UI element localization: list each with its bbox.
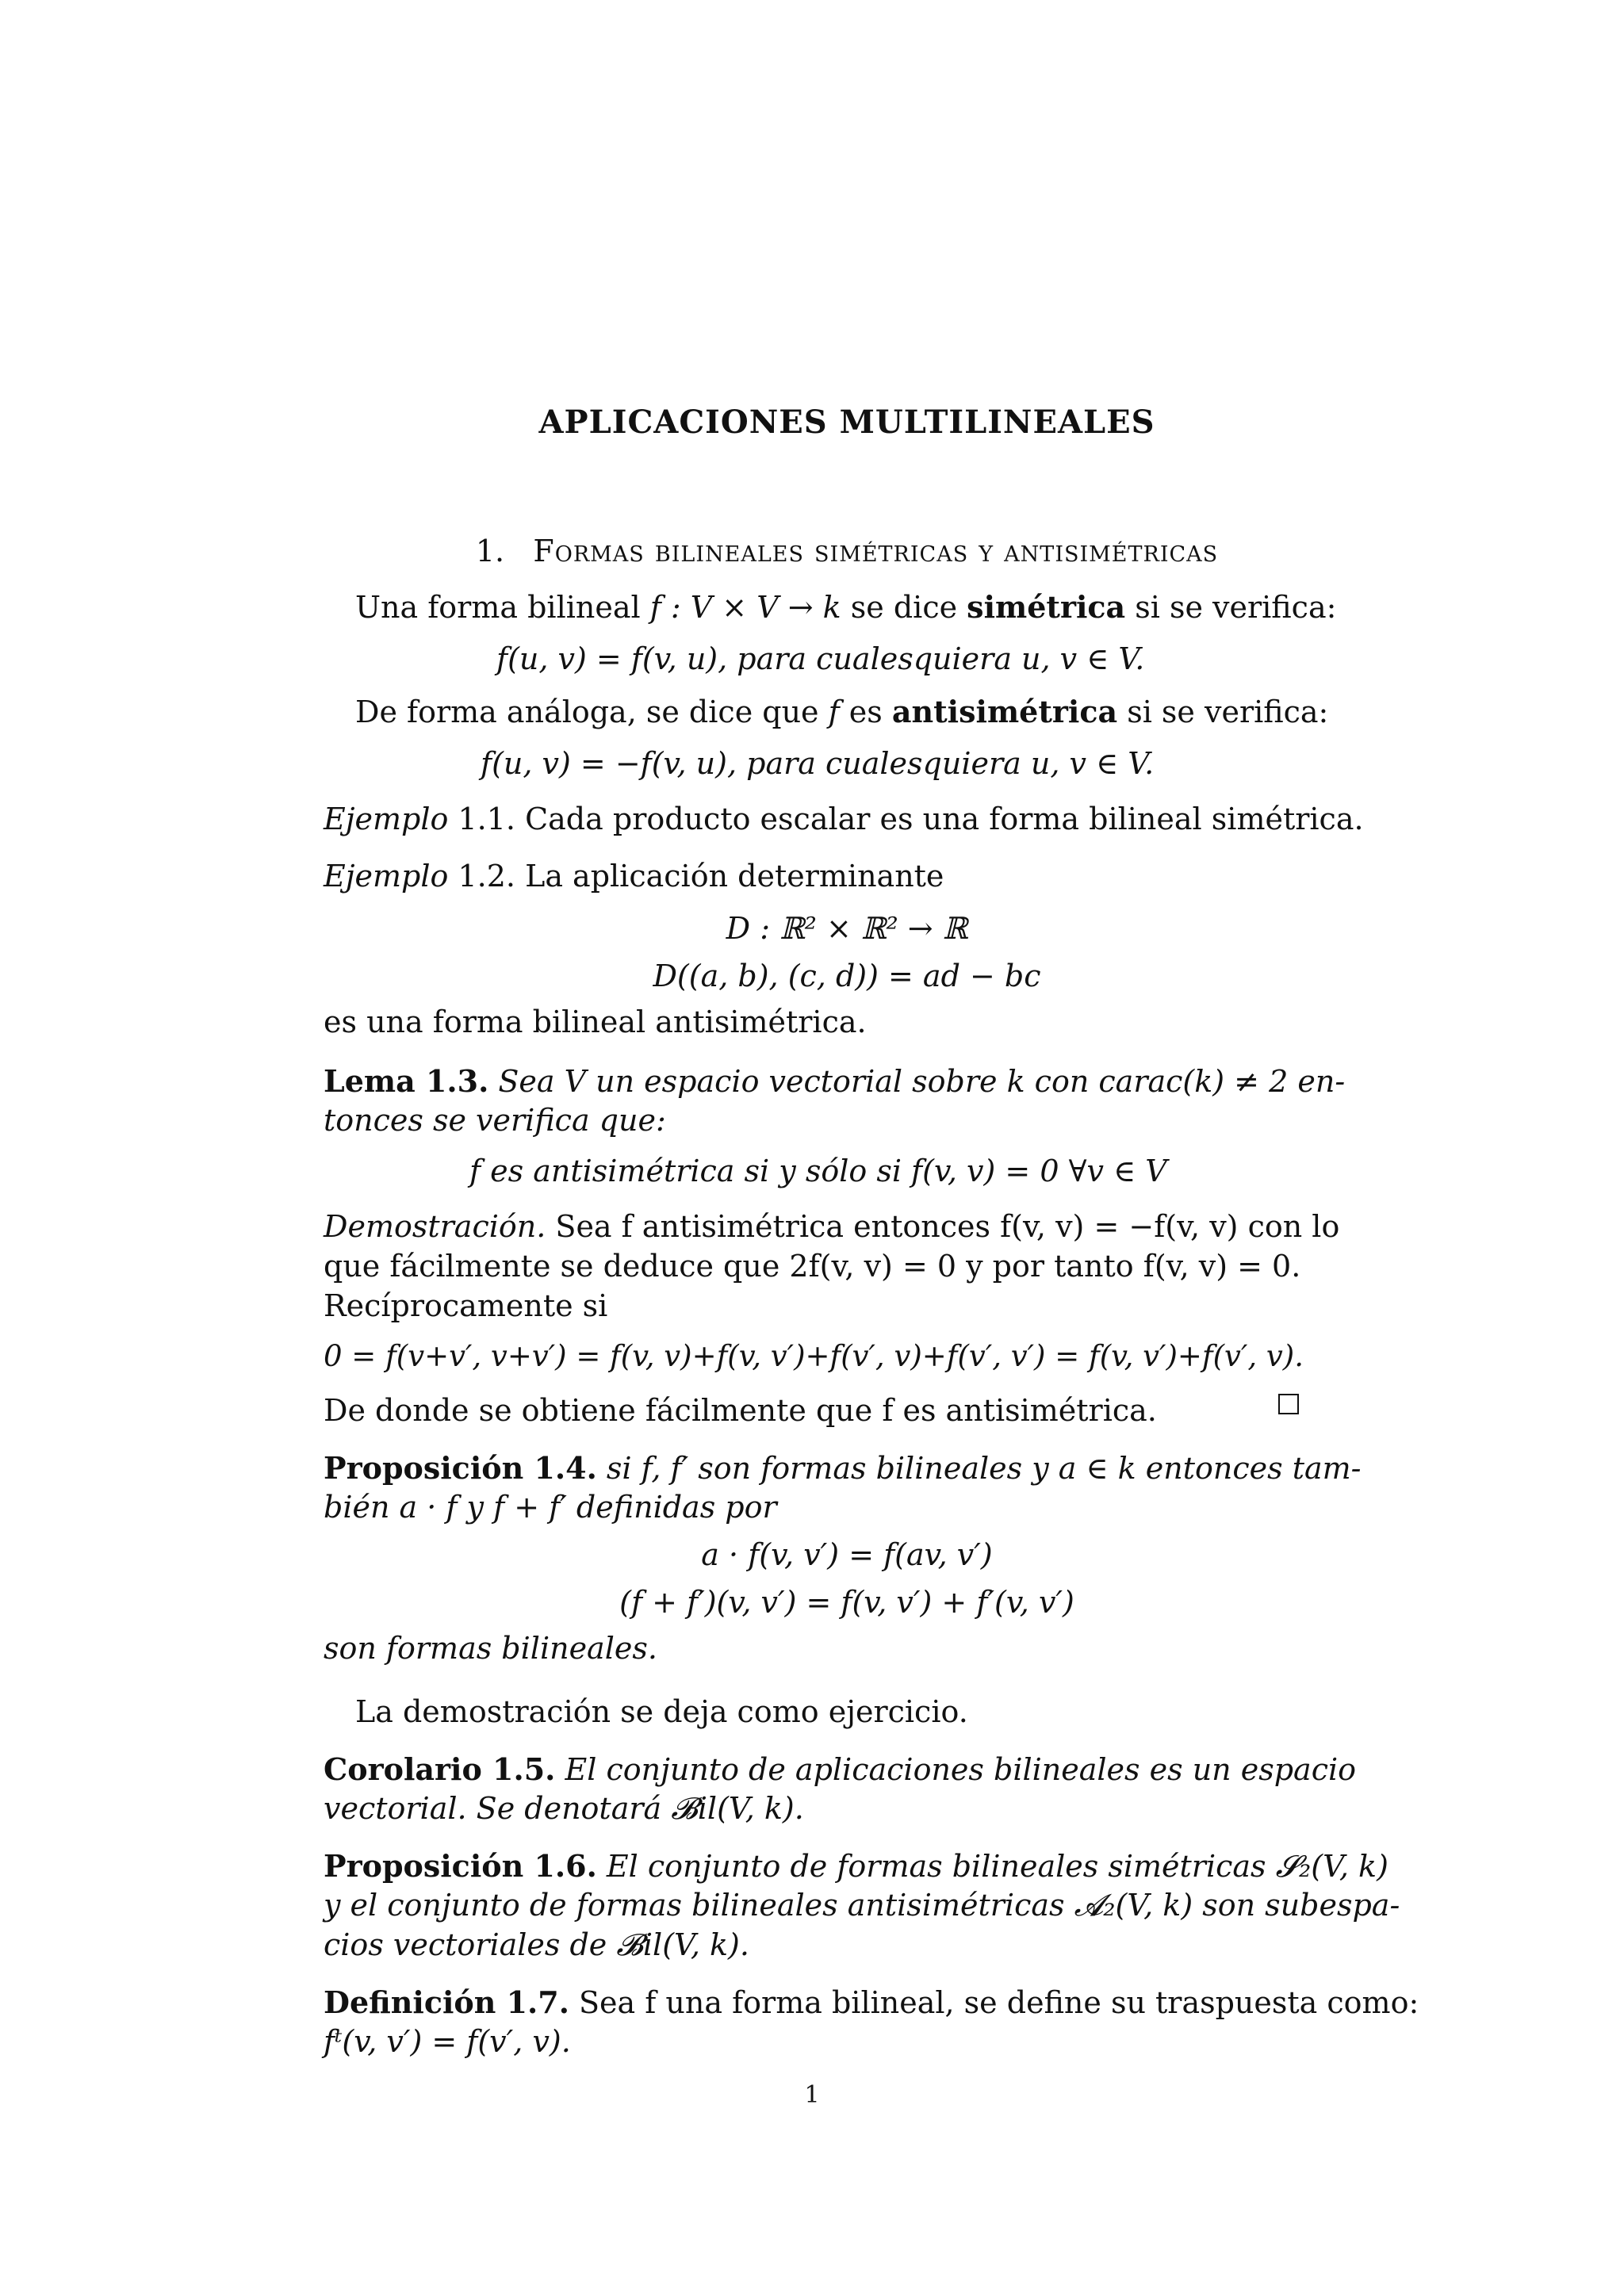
proposition-1-4-line-2: bién a · f y f + f′ definidas por	[324, 1490, 777, 1525]
paragraph-antisymmetric	[355, 693, 1402, 732]
example-number: 1.2.	[448, 859, 515, 894]
proof	[324, 1208, 1370, 1246]
proposition-text: si f, f′ son formas bilineales y a ∈ k entonces tam-	[596, 1451, 1362, 1486]
proof-line-2: que fácilmente se deduce que 2f(v, v) = 0 y por tanto f(v, v) = 0.	[324, 1249, 1301, 1284]
qed-icon	[1278, 1394, 1299, 1414]
text: es	[839, 695, 892, 729]
text: Una forma bilineal	[355, 590, 650, 625]
proposition-label: Proposición 1.6.	[324, 1848, 597, 1884]
exercise-note: La demostración se deja como ejercicio.	[355, 1694, 968, 1729]
equation-sum: (f + f′)(v, v′) = f(v, v′) + f′(v, v′)	[619, 1585, 1074, 1620]
term-antisymmetric: antisimétrica	[891, 694, 1118, 729]
term-symmetric: simétrica	[967, 589, 1126, 625]
equation-lemma: f es antisimétrica si y sólo si f(v, v) = 0 ∀v ∈ V	[469, 1154, 1167, 1188]
corollary-text: El conjunto de aplicaciones bilineales es un espacio	[555, 1752, 1357, 1787]
math: f	[828, 695, 840, 729]
text: De forma análoga, se dice que	[355, 695, 829, 729]
example-1-2-end: es una forma bilineal antisimétrica.	[324, 1004, 867, 1039]
equation-proof: 0 = f(v+v′, v+v′) = f(v, v)+f(v, v′)+f(v′, v)+f(v′, v′) = f(v, v′)+f(v′, v).	[324, 1339, 1304, 1373]
proof-line-3: Recíprocamente si	[324, 1288, 608, 1323]
lemma-1-3	[324, 1062, 1370, 1101]
example-label: Ejemplo	[324, 802, 449, 836]
definition-label: Definición 1.7.	[324, 1984, 569, 2020]
text: si se verifica:	[1117, 695, 1329, 729]
section-number: 1.	[475, 534, 505, 568]
page-number: 1	[804, 2081, 820, 2109]
equation-scalar: a · f(v, v′) = f(av, v′)	[701, 1537, 993, 1572]
proposition-1-6-line-2: y el conjunto de formas bilineales antisimétricas 𝓐₂(V, k) son subespa-	[324, 1888, 1400, 1923]
proof-label: Demostración.	[324, 1209, 546, 1244]
example-label: Ejemplo	[324, 859, 449, 894]
lemma-label: Lema 1.3.	[324, 1063, 489, 1099]
proof-end: De donde se obtiene fácilmente que f es antisimétrica.	[324, 1393, 1157, 1428]
section-title: Formas bilineales simétricas y antisimétricas	[533, 534, 1219, 568]
equation-determinant-map: D : ℝ² × ℝ² → ℝ	[726, 911, 968, 946]
text: si se verifica:	[1125, 590, 1337, 625]
proposition-1-4-end: son formas bilineales.	[324, 1631, 657, 1666]
example-1-1	[324, 801, 1370, 839]
example-text: Cada producto escalar es una forma bilineal simétrica.	[515, 802, 1364, 836]
proposition-1-6	[324, 1847, 1388, 1886]
lemma-1-3-line-2: tonces se verifica que:	[324, 1103, 666, 1138]
text: se dice	[841, 590, 967, 625]
definition-1-7	[324, 1984, 1419, 2022]
proof-text: Sea f antisimétrica entonces f(v, v) = −f(v, v) con lo	[546, 1209, 1340, 1244]
document-title: APLICACIONES MULTILINEALES	[538, 404, 1155, 441]
definition-1-7-line-2: fᵗ(v, v′) = f(v′, v).	[324, 2024, 571, 2059]
example-number: 1.1.	[448, 802, 515, 836]
proposition-1-6-line-3: cios vectoriales de 𝓑il(V, k).	[324, 1927, 749, 1962]
corollary-label: Corolario 1.5.	[324, 1751, 556, 1787]
definition-text: Sea f una forma bilineal, se define su traspuesta como:	[569, 1985, 1419, 2020]
corollary-1-5-line-2: vectorial. Se denotará 𝓑il(V, k).	[324, 1791, 804, 1826]
section-heading	[324, 533, 1370, 571]
equation-determinant-def: D((a, b), (c, d)) = ad − bc	[653, 959, 1041, 993]
corollary-1-5	[324, 1751, 1370, 1789]
math: f : V × V → k	[649, 590, 841, 625]
proposition-text: El conjunto de formas bilineales simétricas 𝓢₂(V, k)	[596, 1849, 1388, 1884]
equation-antisymmetric: f(u, v) = −f(v, u), para cualesquiera u, v ∈ V.	[481, 746, 1155, 781]
equation-symmetric: f(u, v) = f(v, u), para cualesquiera u, v ∈ V.	[496, 641, 1145, 676]
example-text: La aplicación determinante	[515, 859, 944, 894]
proposition-label: Proposición 1.4.	[324, 1450, 597, 1486]
proposition-1-4	[324, 1449, 1370, 1488]
example-1-2	[324, 858, 1370, 896]
lemma-text: Sea V un espacio vectorial sobre k con carac(k) ≠ 2 en-	[488, 1064, 1346, 1099]
paragraph-symmetric	[355, 588, 1402, 627]
